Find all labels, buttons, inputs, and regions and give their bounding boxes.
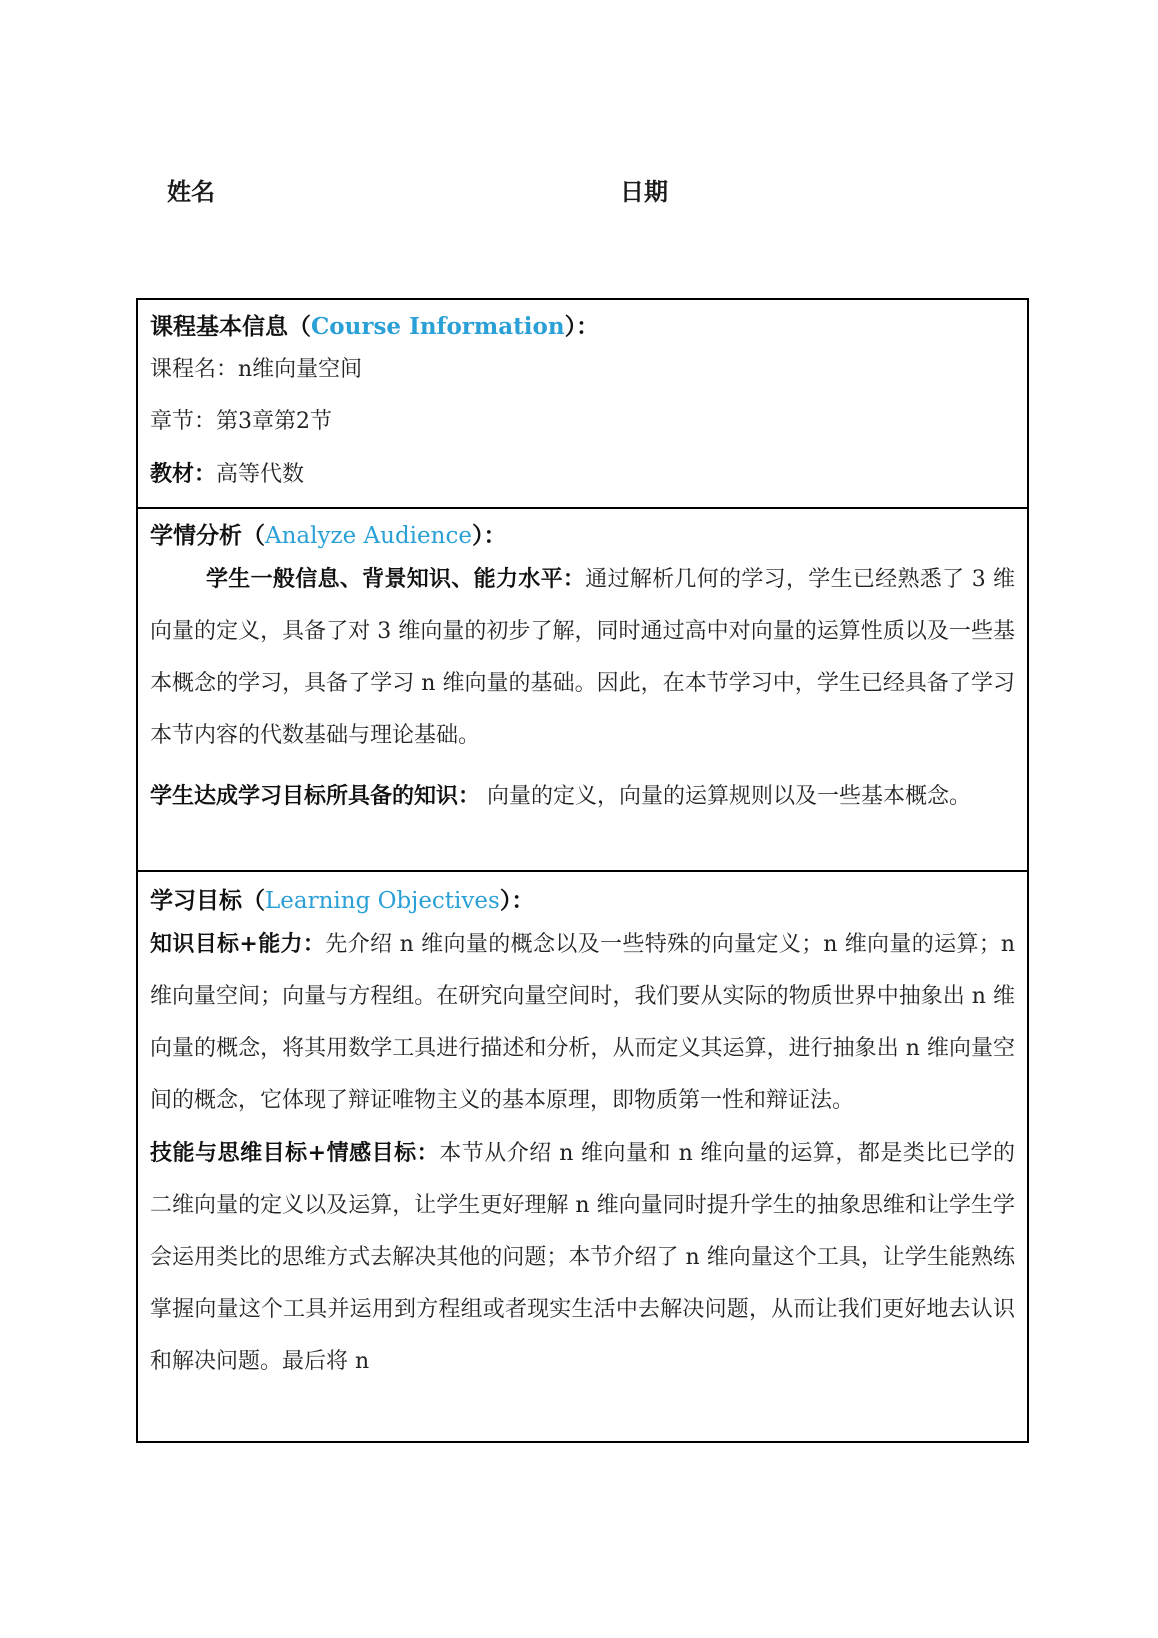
course-info-section — [138, 300, 1027, 507]
textbook-line — [150, 448, 1015, 501]
objectives-knowledge-text: 先介绍 n 维向量的概念以及一些特殊的向量定义；n 维向量的运算；n 维向量空间；向量与方程组。在研究向量空间时，我们要从实际的物质世界中抽象出 n 维向量的概念，将其用数学工具进行描述和分析，从而定义其运算，进行抽象出 n 维向量空间的概念，它体现了辩证唯物主义的基本原理，即物质第一性和辩证法。 — [150, 932, 1015, 1113]
objectives-knowledge-paragraph — [150, 918, 1015, 1127]
objectives-title — [150, 884, 1015, 918]
audience-title-cn: 学情分析 — [150, 522, 242, 549]
audience-knowledge-text: 向量的定义，向量的运算规则以及一些基本概念。 — [480, 784, 972, 809]
audience-title-open: （ — [242, 522, 265, 549]
audience-background-text: 通过解析几何的学习，学生已经熟悉了 3 维向量的定义，具备了对 3 维向量的初步了解，同时通过高中对向量的运算性质以及一些基本概念的学习，具备了学习 n 维向量的基础。因此，在本节学习中，学生已经具备了学习本节内容的代数基础与理论基础。 — [150, 567, 1015, 748]
course-info-title — [150, 310, 1015, 344]
objectives-title-close: ）： — [499, 887, 535, 914]
chapter-value: 第3章第2节 — [216, 409, 333, 434]
audience-section — [138, 507, 1027, 870]
lesson-plan-table — [136, 298, 1029, 1443]
date-label: 日期 — [620, 178, 668, 206]
audience-title-en: Analyze Audience — [265, 523, 472, 549]
course-info-title-close: ）： — [564, 313, 600, 340]
textbook-value: 高等代数 — [216, 462, 305, 487]
audience-background-label: 学生一般信息、背景知识、能力水平： — [206, 566, 586, 592]
audience-title — [150, 519, 1015, 553]
objectives-section — [138, 870, 1027, 1441]
chapter-line — [150, 396, 1015, 448]
textbook-label: 教材： — [150, 461, 217, 487]
objectives-knowledge-label: 知识目标+能力： — [150, 931, 326, 957]
objectives-skills-label: 技能与思维目标+情感目标： — [150, 1140, 440, 1166]
audience-background-paragraph — [150, 553, 1015, 762]
course-name-label: 课程名： — [150, 357, 239, 382]
name-label: 姓名 — [167, 178, 215, 206]
objectives-title-open: （ — [242, 887, 265, 914]
audience-knowledge-paragraph — [150, 770, 1015, 823]
objectives-title-cn: 学习目标 — [150, 887, 242, 914]
course-info-title-cn: 课程基本信息 — [150, 313, 288, 340]
objectives-title-en: Learning Objectives — [265, 888, 500, 914]
objectives-skills-text: 本节从介绍 n 维向量和 n 维向量的运算，都是类比已学的二维向量的定义以及运算，让学生更好理解 n 维向量同时提升学生的抽象思维和让学生学会运用类比的思维方式去解决其他的问题；本节介绍了 n 维向量这个工具，让学生能熟练掌握向量这个工具并运用到方程组或者现实生活中去解决问题，从而让我们更好地去认识和解决问题。最后将 n — [150, 1141, 1015, 1374]
course-info-title-en: Course Information — [311, 313, 565, 340]
audience-title-close: ）： — [471, 522, 507, 549]
course-info-title-open: （ — [288, 313, 311, 340]
audience-knowledge-label: 学生达成学习目标所具备的知识： — [150, 783, 481, 809]
course-name-line — [150, 344, 1015, 396]
course-name-value: n维向量空间 — [238, 357, 363, 382]
chapter-label: 章节： — [150, 409, 217, 434]
objectives-skills-paragraph — [150, 1127, 1015, 1388]
